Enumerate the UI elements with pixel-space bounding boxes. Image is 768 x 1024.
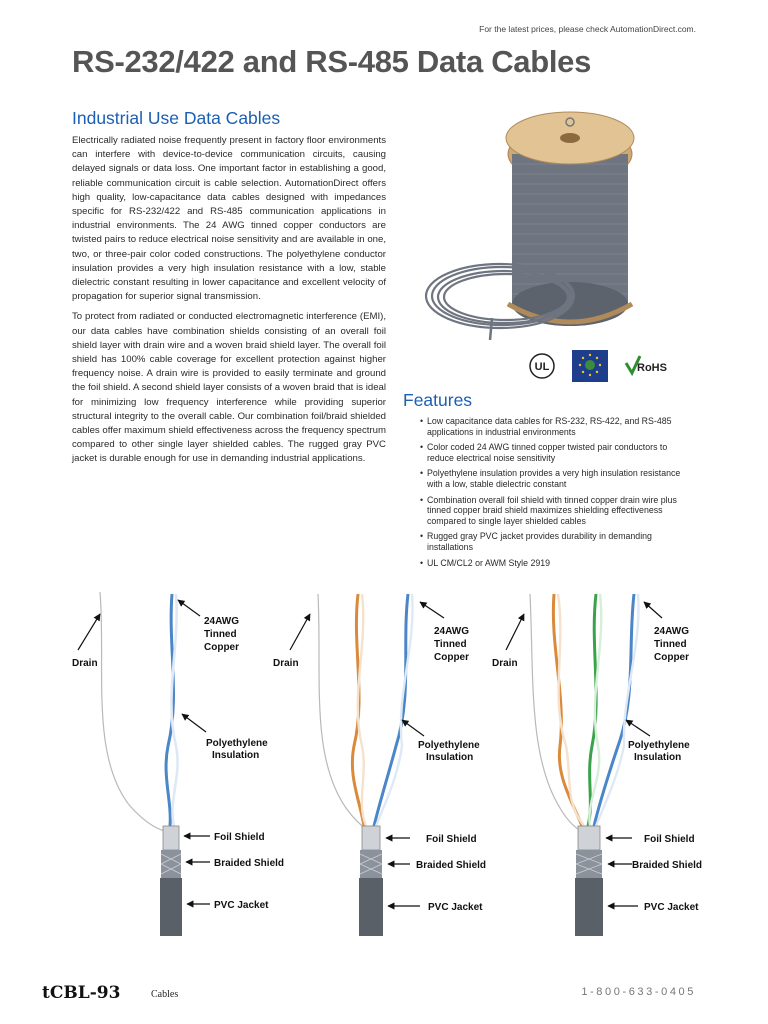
intro-paragraph: Electrically radiated noise frequently present in factory floor environments can interfere with device-to-device communication circuits, causing delayed signals or data loss. One important factor in establishing a good, reliable communication circuit is cable selection. AutomationDirect offers high quality, low-capacitance data cables designed with impedances specific for RS-232/422 and RS-485 communication applications in industrial environments. The 24 AWG tinned copper conductors are twisted pairs to reduce electrical noise sensitivity and are available in one, two, or three-pair color coded constructions. The polyethylene conductor insulation provides a very high insulation resistance with a low, stable dielectric constant resulting in lower capacitance and excellent velocity of propagation for superior signal transmission.	[72, 135, 386, 303]
feature-item	[420, 531, 690, 552]
rohs-icon	[624, 353, 672, 379]
bullet-icon: •	[420, 531, 424, 542]
bullet-icon: •	[420, 416, 424, 426]
cable-construction-diagrams	[60, 586, 720, 936]
drain-label: Drain	[273, 658, 299, 669]
diagram-single-pair	[72, 592, 284, 936]
conductor-label: 24AWG	[434, 626, 470, 637]
conductor-label: 24AWG	[654, 626, 690, 637]
feature-text: Rugged gray PVC jacket provides durability in demanding installations	[427, 531, 652, 552]
insulation-label: Polyethylene	[206, 738, 268, 749]
section-heading: Industrial Use Data Cables	[72, 108, 281, 128]
features-heading: Features	[403, 390, 473, 410]
pvc-jacket	[575, 878, 603, 936]
feature-item	[420, 442, 690, 463]
conductor-wire	[553, 594, 582, 826]
conductor-label: Tinned	[654, 639, 687, 650]
ul-listed-icon	[528, 352, 556, 380]
certification-logos	[528, 348, 678, 384]
feature-item	[420, 416, 690, 437]
bullet-icon: •	[420, 442, 424, 453]
insulation-label: Insulation	[634, 752, 682, 763]
conductor-label: 24AWG	[204, 616, 240, 627]
foil-shield	[163, 826, 179, 850]
foil-shield	[578, 826, 600, 850]
pvc-jacket	[359, 878, 383, 936]
svg-text:RoHS: RoHS	[637, 362, 667, 374]
bullet-icon: •	[420, 557, 424, 568]
foil-shield-label: Foil Shield	[644, 834, 695, 845]
foil-shield	[362, 826, 380, 850]
page-title: RS-232/422 and RS-485 Data Cables	[72, 44, 592, 79]
features-list	[420, 416, 690, 573]
cable-spool-image	[420, 104, 670, 344]
foil-shield-label: Foil Shield	[426, 834, 477, 845]
braided-shield-label: Braided Shield	[632, 860, 703, 871]
feature-text: Combination overall foil shield with tinned copper drain wire plus tinned copper braid shield maximizes shielding effectiveness compared to single layer shielded cables	[427, 494, 677, 526]
feature-text: Color coded 24 AWG tinned copper twisted pair conductors to reduce electrical noise sensitivity	[427, 442, 668, 463]
foil-shield-label: Foil Shield	[214, 832, 265, 843]
ce-ecodesign-icon	[572, 350, 608, 382]
price-note: For the latest prices, please check AutomationDirect.com.	[479, 24, 696, 34]
feature-text: Low capacitance data cables for RS-232, RS-422, and RS-485 applications in industrial environments	[427, 416, 672, 437]
diagram-three-pair	[492, 594, 702, 936]
pvc-jacket-label: PVC Jacket	[214, 900, 269, 911]
insulation-label: Polyethylene	[418, 740, 480, 751]
pvc-jacket	[160, 878, 182, 936]
braid-shield	[161, 850, 181, 878]
drain-label: Drain	[492, 658, 518, 669]
feature-item	[420, 495, 690, 527]
braid-shield	[360, 850, 382, 878]
pvc-jacket-label: PVC Jacket	[428, 902, 483, 913]
phone-number: 1-800-633-0405	[581, 986, 696, 998]
drain-wire	[100, 592, 168, 832]
braided-shield-label: Braided Shield	[214, 858, 285, 869]
insulation-label: Insulation	[426, 752, 474, 763]
drain-wire	[530, 594, 582, 832]
braid-shield	[576, 850, 602, 878]
conductor-label: Tinned	[434, 639, 467, 650]
svg-text:UL: UL	[534, 361, 550, 373]
conductor-label: Copper	[434, 652, 469, 663]
bullet-icon: •	[420, 494, 424, 505]
insulation-label: Insulation	[212, 750, 260, 761]
diagram-two-pair	[273, 594, 486, 936]
intro-body	[72, 134, 386, 473]
feature-text: Polyethylene insulation provides a very high insulation resistance with a low, stable dielectric constant	[427, 468, 681, 489]
conductor-label: Copper	[654, 652, 689, 663]
insulation-label: Polyethylene	[628, 740, 690, 751]
conductor-label: Tinned	[204, 629, 237, 640]
page-code: tCBL-93	[42, 983, 121, 1003]
section-name: Cables	[151, 989, 179, 1000]
pvc-jacket-label: PVC Jacket	[644, 902, 699, 913]
feature-item	[420, 468, 690, 489]
intro-paragraph: To protect from radiated or conducted electromagnetic interference (EMI), our data cables have combination shields consisting of an overall foil shield layer with drain wire and a woven braid shield layer. The overall foil shield has 100% cable coverage for excellent protection against higher frequency noise. A drain wire is provided to easily terminate and ground the foil shield. A second shield layer consists of a woven braid that is ideal for minimizing low frequency interference while providing superior structural integrity to the overall cable. Our combination foil/braid shielded cables offer maximum shield effectiveness across the frequency spectrum compared to other single layer shielded cables. The rugged gray PVC jacket is durable enough for use in demanding industrial applications.	[72, 311, 386, 465]
feature-item	[420, 558, 690, 569]
conductor-label: Copper	[204, 642, 239, 653]
braided-shield-label: Braided Shield	[416, 860, 487, 871]
feature-text: UL CM/CL2 or AWM Style 2919	[427, 557, 551, 568]
drain-label: Drain	[72, 658, 98, 669]
bullet-icon: •	[420, 468, 424, 479]
